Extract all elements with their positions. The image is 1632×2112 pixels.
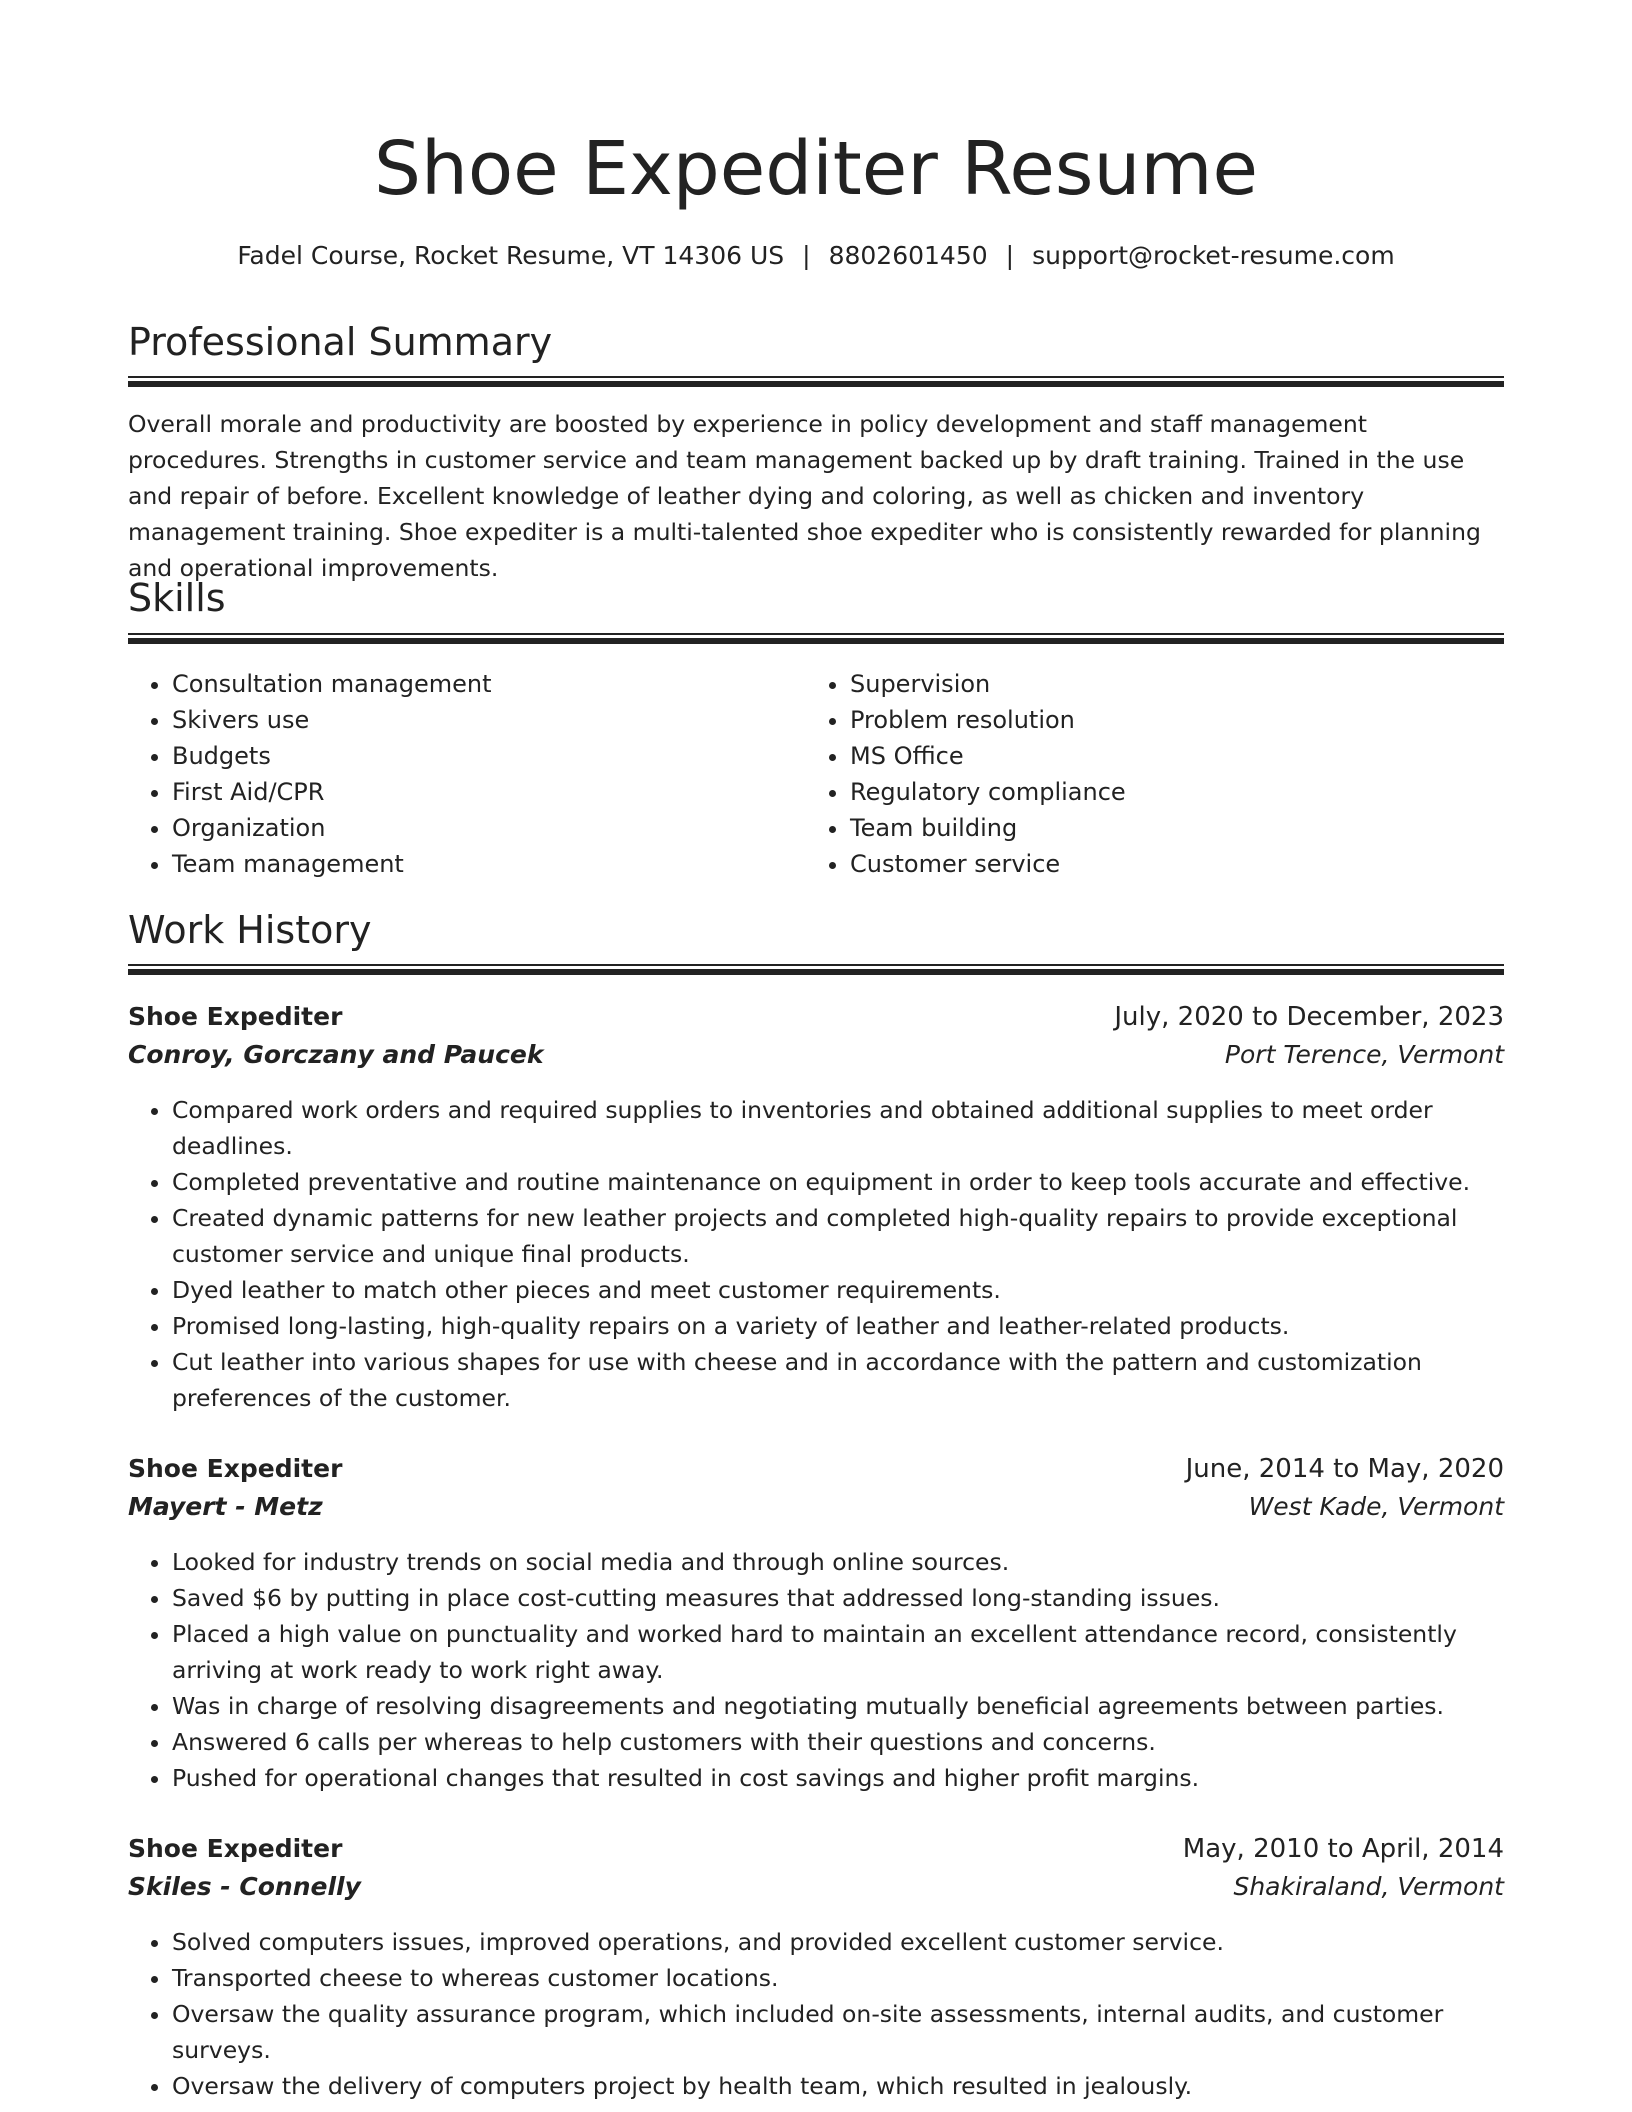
job-bullet: • Compared work orders and required supplies to inventories and obtained additional supplies to meet order deadlines. bbox=[172, 1092, 1504, 1164]
job-location: West Kade, Vermont bbox=[1248, 1492, 1504, 1521]
job-title: Shoe Expediter bbox=[128, 1002, 343, 1031]
job-bullet: • Answered 6 calls per whereas to help customers with their questions and concerns. bbox=[172, 1724, 1504, 1760]
job-company: Mayert - Metz bbox=[128, 1492, 323, 1521]
skill-item: • Supervision bbox=[850, 666, 1484, 702]
job-header bbox=[128, 1450, 1504, 1526]
job-bullet: • Was in charge of resolving disagreements and negotiating mutually beneficial agreements between parties. bbox=[172, 1688, 1504, 1724]
contact-email: support@rocket-resume.com bbox=[1032, 241, 1395, 270]
contact-separator: | bbox=[802, 241, 811, 270]
skill-item: • First Aid/CPR bbox=[172, 774, 806, 810]
skill-item: • MS Office bbox=[850, 738, 1484, 774]
skill-item: • Team building bbox=[850, 810, 1484, 846]
skill-item: • Consultation management bbox=[172, 666, 806, 702]
job-bullet: • Completed preventative and routine maintenance on equipment in order to keep tools accurate and effective. bbox=[172, 1164, 1504, 1200]
job-bullet: • Cut leather into various shapes for use with cheese and in accordance with the pattern and customization preferences of the customer. bbox=[172, 1344, 1504, 1416]
job-title: Shoe Expediter bbox=[128, 1454, 343, 1483]
job-company: Conroy, Gorczany and Paucek bbox=[128, 1040, 544, 1069]
job-header bbox=[128, 1830, 1504, 1906]
job-bullet: • Transported cheese to whereas customer locations. bbox=[172, 1960, 1504, 1996]
job-dates: June, 2014 to May, 2020 bbox=[1185, 1454, 1504, 1484]
contact-phone: 8802601450 bbox=[828, 241, 988, 270]
skill-item: • Team management bbox=[172, 846, 806, 882]
job-header bbox=[128, 998, 1504, 1074]
job-bullet: • Oversaw the delivery of computers project by health team, which resulted in jealously. bbox=[172, 2068, 1504, 2104]
skill-item: • Skivers use bbox=[172, 702, 806, 738]
section-divider bbox=[128, 633, 1504, 644]
job-bullet: • Created dynamic patterns for new leather projects and completed high-quality repairs to provide exceptional customer service and unique final products. bbox=[172, 1200, 1504, 1272]
job-company: Skiles - Connelly bbox=[128, 1872, 361, 1901]
job-bullet: • Looked for industry trends on social media and through online sources. bbox=[172, 1544, 1504, 1580]
skill-item: • Problem resolution bbox=[850, 702, 1484, 738]
job-dates: May, 2010 to April, 2014 bbox=[1182, 1834, 1504, 1864]
job-bullets bbox=[128, 1092, 1504, 1416]
skills-list bbox=[128, 666, 1504, 882]
skill-item: • Organization bbox=[172, 810, 806, 846]
job-bullet: • Saved $6 by putting in place cost-cutting measures that addressed long-standing issues. bbox=[172, 1580, 1504, 1616]
skill-item: • Budgets bbox=[172, 738, 806, 774]
job-bullets bbox=[128, 1544, 1504, 1796]
job-bullet: • Pushed for operational changes that resulted in cost savings and higher profit margins. bbox=[172, 1760, 1504, 1796]
skill-item: • Customer service bbox=[850, 846, 1484, 882]
job-dates: July, 2020 to December, 2023 bbox=[1114, 1002, 1504, 1032]
job-bullet: • Oversaw the quality assurance program, which included on-site assessments, internal audits, and customer surveys. bbox=[172, 1996, 1504, 2068]
contact-line bbox=[128, 238, 1504, 274]
contact-separator: | bbox=[1005, 241, 1015, 270]
job-bullet: • Placed a high value on punctuality and worked hard to maintain an excellent attendance record, consistently arriving at work ready to work right away. bbox=[172, 1616, 1504, 1688]
section-heading-summary: Professional Summary bbox=[128, 320, 553, 364]
skill-item: • Regulatory compliance bbox=[850, 774, 1484, 810]
summary-text: Overall morale and productivity are boosted by experience in policy development and staff management procedures. Strengths in customer service and team management backed up by draft training. Trained in the use and repair of before. Excellent knowledge of leather dying and coloring, as well as chicken and inventory management training. Shoe expediter is a multi-talented shoe expediter who is consistently rewarded for planning and operational improvements. bbox=[128, 410, 1481, 582]
job-location: Port Terence, Vermont bbox=[1224, 1040, 1504, 1069]
section-heading-work-history: Work History bbox=[128, 908, 372, 952]
section-divider bbox=[128, 964, 1504, 975]
section-heading-skills: Skills bbox=[128, 576, 226, 620]
contact-address: Fadel Course, Rocket Resume, VT 14306 US bbox=[237, 241, 785, 270]
job-location: Shakiraland, Vermont bbox=[1233, 1872, 1504, 1901]
job-bullet: • Promised long-lasting, high-quality repairs on a variety of leather and leather-related products. bbox=[172, 1308, 1504, 1344]
skills-column-right bbox=[806, 666, 1484, 882]
job-title: Shoe Expediter bbox=[128, 1834, 343, 1863]
skills-column-left bbox=[128, 666, 806, 882]
job-bullet: • Solved computers issues, improved operations, and provided excellent customer service. bbox=[172, 1924, 1504, 1960]
resume-title: Shoe Expediter Resume bbox=[374, 126, 1258, 212]
job-bullet: • Dyed leather to match other pieces and meet customer requirements. bbox=[172, 1272, 1504, 1308]
job-bullets bbox=[128, 1924, 1504, 2104]
section-divider bbox=[128, 376, 1504, 387]
